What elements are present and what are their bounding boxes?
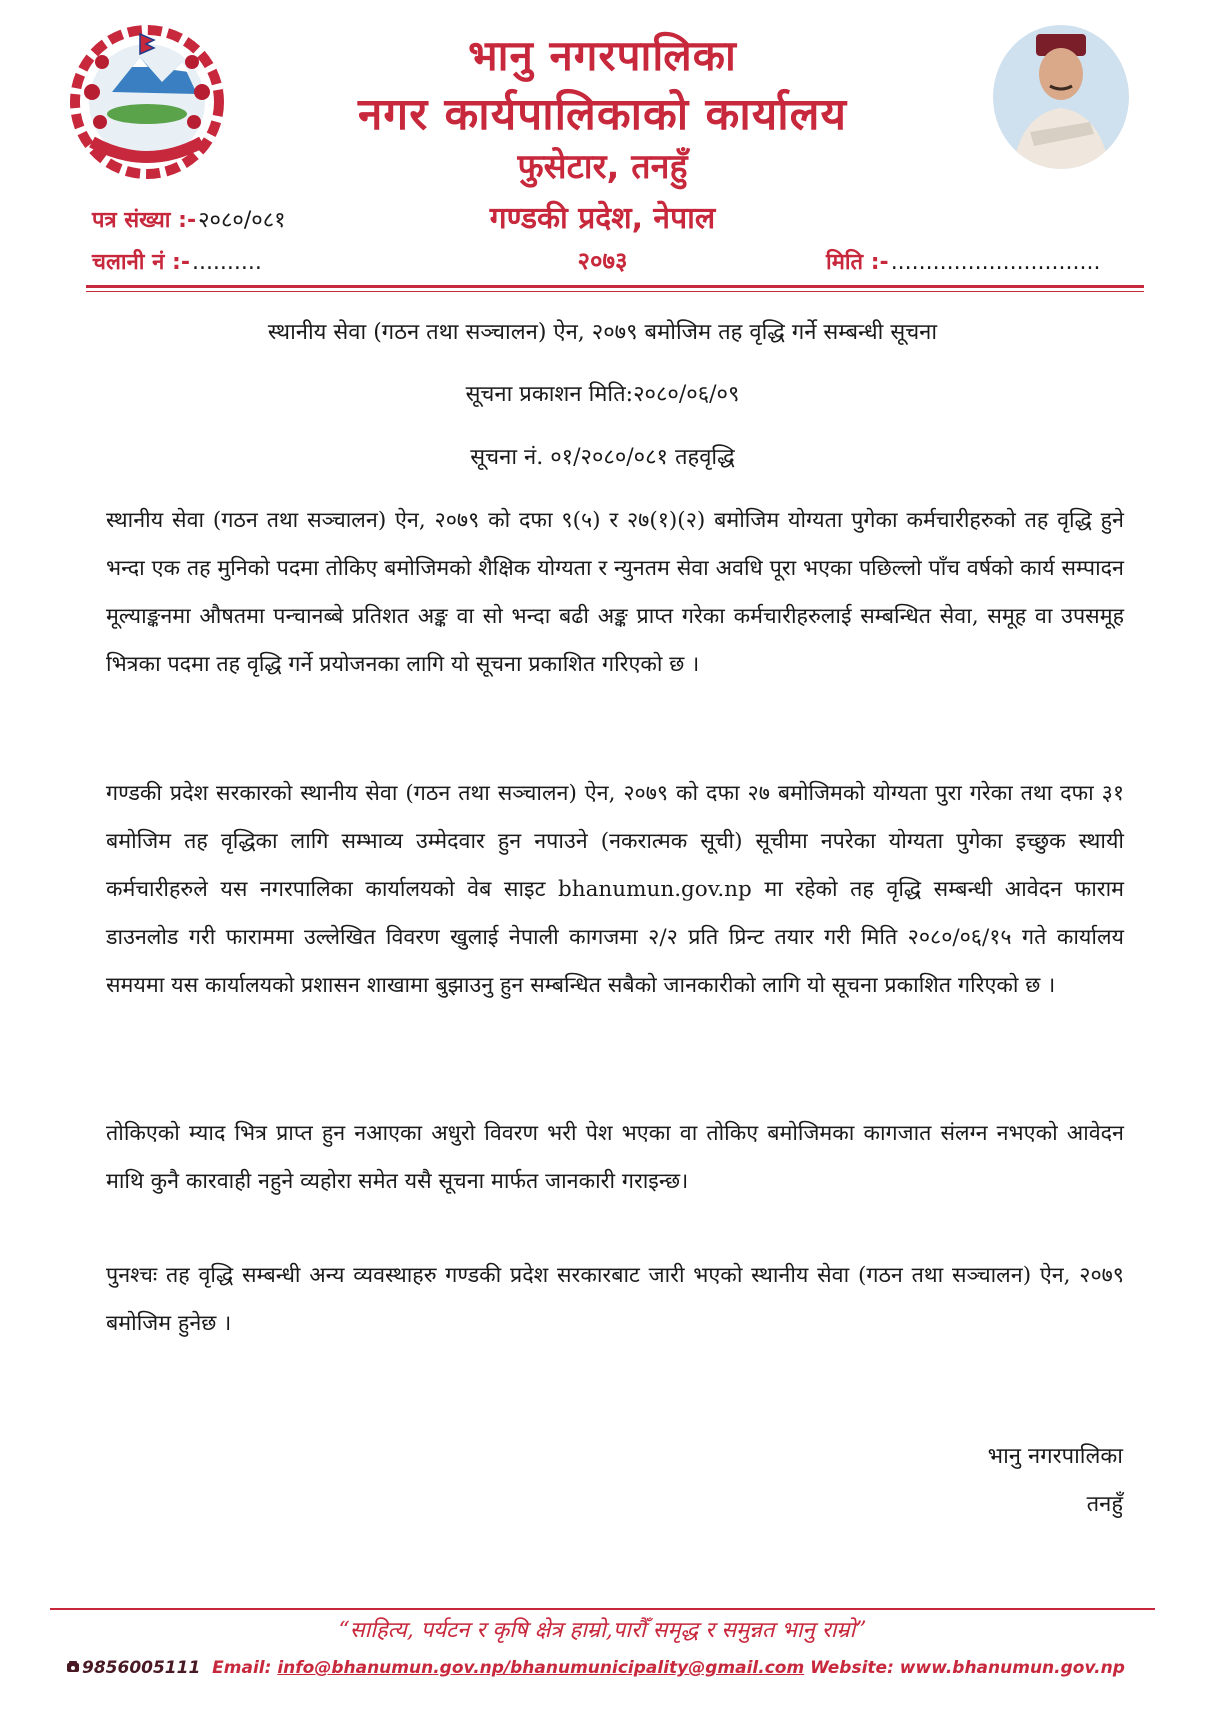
paragraph-2: गण्डकी प्रदेश सरकारको स्थानीय सेवा (गठन तथा सञ्चालन) ऐन, २०७९ को दफा २७ बमोजिमको योग्यता पुरा गरेका तथा दफा ३१ बमोजिम तह वृद्धिका लागि सम्भाव्य उम्मेदवार हुन नपाउने (नकरात्मक सूची) सूचीमा नपरेका योग्यता पुगेका इच्छुक स्थायी कर्मचारीहरुले यस नगरपालिका कार्यालयको वेब साइट bhanumun.gov.np मा रहेको तह वृद्धि सम्बन्धी आवेदन फाराम डाउनलोड गरी फाराममा उल्लेखित विवरण खुलाई नेपाली कागजमा २/२ प्रति प्रिन्ट तयार गरी मिति २०८०/०६/१५ गते कार्यालय समयमा यस कार्यालयको प्रशासन शाखामा बुझाउनु हुन सम्बन्धित सबैको जानकारीको लागि यो सूचना प्रकाशित गरिएको छ ।	[106, 781, 1124, 998]
miti-label: मिति :-	[826, 250, 889, 275]
publish-date: सूचना प्रकाशन मिति:२०८०/०६/०९	[465, 382, 740, 407]
paragraph-4: पुनश्चः तह वृद्धि सम्बन्धी अन्य व्यवस्थाहरु गण्डकी प्रदेश सरकारबाट जारी भएको स्थानीय सेवा (गठन तथा सञ्चालन) ऐन, २०७९ बमोजिम हुनेछ ।	[106, 1263, 1124, 1336]
chalani-number	[92, 246, 262, 276]
footer-divider	[50, 1608, 1155, 1610]
header-divider-thin	[86, 291, 1144, 292]
header-divider	[86, 285, 1144, 288]
phone-icon	[66, 1660, 80, 1674]
email-link[interactable]: info@bhanumun.gov.np/bhanumunicipality@gmail.com	[277, 1658, 805, 1678]
date-field	[826, 246, 1100, 276]
municipality-name: भानु नगरपालिका	[468, 31, 737, 80]
website-label: Website:	[810, 1658, 894, 1678]
phone-number: 9856005111	[82, 1658, 201, 1678]
office-name: नगर कार्यपालिकाको कार्यालय	[358, 89, 847, 140]
office-location: फुसेटार, तनहुँ	[517, 147, 688, 187]
footer-motto: “साहित्य, पर्यटन र कृषि क्षेत्र हाम्रो,पारौँ समृद्ध र समुन्नत भानु राम्रो”	[338, 1618, 867, 1643]
signature-municipality: भानु नगरपालिका	[987, 1444, 1123, 1469]
established-year: २०७३	[577, 247, 628, 275]
notice-title: स्थानीय सेवा (गठन तथा सञ्चालन) ऐन, २०७९ बमोजिम तह वृद्धि गर्ने सम्बन्धी सूचना	[267, 320, 938, 345]
patra-value: २०८०/०८१	[198, 208, 286, 233]
notice-number: सूचना नं. ०१/२०८०/०८१ तहवृद्धि	[470, 445, 735, 470]
email-label: Email:	[212, 1658, 272, 1678]
chalani-label: चलानी नं :-	[92, 250, 190, 275]
signature-district: तनहुँ	[1086, 1492, 1123, 1517]
patra-sankhya	[92, 204, 286, 234]
website-link[interactable]: www.bhanumun.gov.np	[899, 1658, 1125, 1678]
miti-value: ..............................	[890, 250, 1101, 275]
province-name: गण्डकी प्रदेश, नेपाल	[489, 201, 716, 236]
paragraph-1: स्थानीय सेवा (गठन तथा सञ्चालन) ऐन, २०७९ को दफा ९(५) र २७(१)(२) बमोजिम योग्यता पुगेका कर्मचारीहरुको तह वृद्धि हुने भन्दा एक तह मुनिको पदमा तोकिए बमोजिमको शैक्षिक योग्यता र न्युनतम सेवा अवधि पूरा भएका पछिल्लो पाँच वर्षको कार्य सम्पादन मूल्याङ्कनमा औषतमा पन्चानब्बे प्रतिशत अङ्क वा सो भन्दा बढी अङ्क प्राप्त गरेका कर्मचारीहरुलाई सम्बन्धित सेवा, समूह वा उपसमूह भित्रका पदमा तह वृद्धि गर्ने प्रयोजनका लागि यो सूचना प्रकाशित गरिएको छ ।	[106, 508, 1124, 677]
footer-contact	[66, 1658, 1125, 1678]
chalani-value: ..........	[191, 250, 262, 275]
patra-label: पत्र संख्या :-	[92, 208, 197, 233]
paragraph-3: तोकिएको म्याद भित्र प्राप्त हुन नआएका अधुरो विवरण भरी पेश भएका वा तोकिए बमोजिमका कागजात संलग्न नभएको आवेदन माथि कुनै कारवाही नहुने व्यहोरा समेत यसै सूचना मार्फत जानकारी गराइन्छ।	[106, 1121, 1124, 1194]
